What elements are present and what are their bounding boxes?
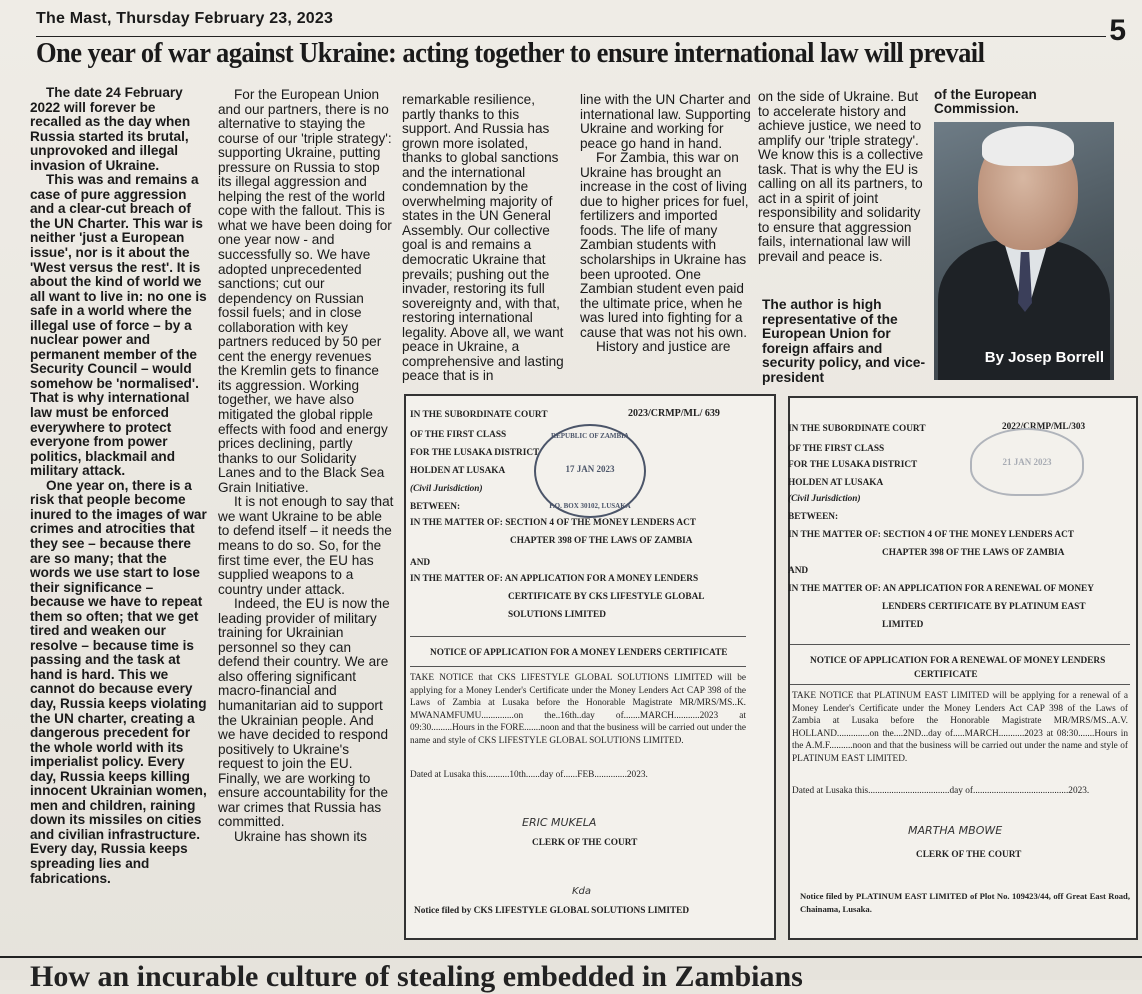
notice-ref: 2023/CRMP/ML/ 639 [628,408,720,419]
notice-body: TAKE NOTICE that CKS LIFESTYLE GLOBAL SOLUTIONS LIMITED will be applying for a Money Lender's Certificate under the Money Lenders Act CAP 398 of the Laws of Zambia at Lusaka before the Honorable Magistrate MR/MRS/MS..K. MWANAMFUMU..............on the..16th..day of.......MARCH...........2023 at 09:30.........Hours in the FORE.......noon and that the business will be carried out under the name and style of CKS LIFESTYLE GLOBAL SOLUTIONS LIMITED. [410,673,746,746]
paragraph: Ukraine has shown its [234,828,367,844]
divider [410,666,746,667]
notice-and: AND [788,566,809,576]
notice-body: TAKE NOTICE that PLATINUM EAST LIMITED will be applying for a renewal of a Money Lender's Certificate under the Money Lenders Act CAP 398 of the Laws of Zambia at Lusaka before the Honorable Magistrate MR/MRS/MS..A.V. HOLLAND..............on the....2ND...day of.....MARCH...........2023 at 08:30.......Hours in the A.M.F..........noon and that the business will be carried out under the name and style of PLATINUM EAST LIMITED. [792,691,1128,764]
next-headline: How an incurable culture of stealing embedded in Zambians [30,960,803,993]
notice-matter: IN THE MATTER OF: SECTION 4 OF THE MONEY LENDERS ACT [788,530,1075,540]
notice-matter: CHAPTER 398 OF THE LAWS OF ZAMBIA [882,548,1065,558]
stamp-date: 17 JAN 2023 [565,463,615,474]
photo-hair-shape [982,126,1074,166]
notice-between: BETWEEN: [410,502,461,512]
court-stamp [970,428,1084,496]
article-column-2 [218,88,394,844]
paragraph: For the European Union and our partners, there is no alternative to staying the course of our 'triple strategy': supporting Ukraine, putting pressure on Russia to stop its illegal aggression and helping the rest of the world cope with the fallout. This is what we have been doing for one year now - and successfully so. We have adopted unprecedented sanctions; cut our dependency on Russian fossil fuels; and in close collaboration with key partners reduced by 50 per cent the energy revenues the Kremlin gets to finance its aggression. Working together, we have also mitigated the global ripple effects with food and energy prices declining, partly thanks to our Solidarity Lanes and to the Black Sea Grain Initiative. [218,87,392,495]
author-bio: The author is high representative of the European Union for foreign affairs and security policy, and vice-president [762,297,926,385]
divider [410,636,746,637]
notice-matter: LENDERS CERTIFICATE BY PLATINUM EAST [882,602,1086,612]
notice-matter: IN THE MATTER OF: AN APPLICATION FOR A RENEWAL OF MONEY [788,584,1094,594]
notice-jurisdiction: (Civil Jurisdiction) [788,494,861,504]
notice-title: NOTICE OF APPLICATION FOR A RENEWAL OF MONEY LENDERS [810,656,1106,666]
stamp-bottom-text: P.O. BOX 30102, LUSAKA [549,502,631,510]
masthead: The Mast, Thursday February 23, 2023 [36,10,334,27]
article-column-4 [580,93,752,355]
clerk-signature: MARTHA MBOWE [908,824,1003,837]
notice-matter: SOLUTIONS LIMITED [508,610,606,620]
notice-holden: HOLDEN AT LUSAKA [788,478,884,488]
paragraph: One year on, there is a risk that people become inured to the images of war crimes and atrocities that they see – because there are so many; that the words we use start to lose their significance – because we have to repeat them so often; that we get tired and weaken our resolve – because time is passing and the task at hand is hard. This we cannot do because every day, Russia keeps violating the UN charter, creating a dangerous precedent for the whole world with its imperialist policy. Every day, Russia keeps killing innocent Ukrainian women, men and children, raining down its missiles on cities and civilian infrastructure. Every day, Russia keeps spreading lies and fabrications. [30,477,207,886]
notice-class: OF THE FIRST CLASS [410,430,507,440]
notice-filed: Notice filed by CKS LIFESTYLE GLOBAL SOLUTIONS LIMITED [414,906,690,916]
notice-matter: CERTIFICATE BY CKS LIFESTYLE GLOBAL [508,592,705,602]
notice-matter: IN THE MATTER OF: AN APPLICATION FOR A MONEY LENDERS [410,574,699,584]
legal-notice-platinum [788,396,1138,940]
notice-court: IN THE SUBORDINATE COURT [788,424,926,434]
notice-holden: HOLDEN AT LUSAKA [410,466,506,476]
paragraph: Indeed, the EU is now the leading provider of military training for Ukrainian personnel so they can defend their country. We are also offering significant macro-financial and humanitarian aid to support the Ukrainian people. And we have decided to respond positively to Ukraine's request to join the EU. Finally, we are working to ensure accountability for the war crimes that Russia has committed. [218,596,390,830]
article-column-1 [30,86,210,886]
legal-notice-cks [404,394,776,940]
author-bio-tail: of the European Commission. [934,87,1037,116]
photo-caption: By Josep Borrell [984,349,1104,366]
paragraph: History and justice are [596,339,731,355]
notice-title: CERTIFICATE [914,670,978,680]
headline: One year of war against Ukraine: acting together to ensure international law will prevail [36,38,985,69]
paragraph: This was and remains a case of pure aggression and a clear-cut breach of the UN Charter. This war is neither 'just a European issue', nor is it about the 'West versus the rest'. It is about the kind of world we all want to live in: no one is safe in a world where the illegal use of force – by a nuclear power and permanent member of the Security Council – would somehow be 'normalised'. That is why international law must be enforced everywhere to protect everyone from power politics, blackmail and military attack. [30,172,207,479]
notice-between: BETWEEN: [788,512,839,522]
notice-clerk: CLERK OF THE COURT [916,850,1022,860]
divider [790,644,1130,645]
paragraph: It is not enough to say that we want Ukraine to be able to defend itself – it needs the means to do so. So, for the first time ever, the EU has supplied weapons to a country under attack. [218,494,394,597]
paragraph: For Zambia, this war on Ukraine has brought an increase in the cost of living due to higher prices for fuel, fertilizers and imported foods. The life of many Zambian students with scholarships in Ukraine has been uprooted. One Zambian student even paid the ultimate price, when he was lured into fighting for a cause that was not his own. [580,150,749,340]
notice-jurisdiction: (Civil Jurisdiction) [410,484,483,494]
bottom-rule [0,956,1142,958]
notice-and: AND [410,558,431,568]
notice-dated: Dated at Lusaka this..........10th......day of......FEB..............2023. [410,770,648,780]
notice-class: OF THE FIRST CLASS [788,444,885,454]
notice-court: IN THE SUBORDINATE COURT [410,410,548,420]
notice-filed: Notice filed by PLATINUM EAST LIMITED of Plot No. 109423/44, off Great East Road, Chainama, Lusaka. [800,891,1130,914]
notice-dated: Dated at Lusaka this...................................day of.........................................2023. [792,786,1090,796]
paragraph: remarkable resilience, partly thanks to this support. And Russia has grown more isolated, thanks to global sanctions and the international condemnation by the overwhelming majority of states in the UN General Assembly. Our collective goal is and remains a democratic Ukraine that prevails; pushing out the invader, restoring its full sovereignty and, with that, restoring international legality. Above all, we want peace in Ukraine, a comprehensive and lasting peace that is in [402,92,564,384]
paragraph: line with the UN Charter and international law. Supporting Ukraine and working for peace go hand in hand. [580,92,751,151]
top-rule [36,36,1106,37]
clerk-signature: ERIC MUKELA [522,816,597,829]
divider [790,684,1130,685]
author-photo [934,122,1114,380]
page-number: 5 [1109,14,1126,47]
paragraph: The date 24 February 2022 will forever be recalled as the day when Russia started its brutal, unprovoked and illegal invasion of Ukraine. [30,85,191,173]
stamp-date: 21 JAN 2023 [1002,456,1052,467]
stamp-top-text: REPUBLIC OF ZAMBIA [551,432,629,440]
notice-district: FOR THE LUSAKA DISTRICT [410,448,540,458]
notice-matter: IN THE MATTER OF: SECTION 4 OF THE MONEY LENDERS ACT [410,518,697,528]
notice-clerk: CLERK OF THE COURT [532,838,638,848]
paragraph: on the side of Ukraine. But to accelerate history and achieve justice, we need to amplify our 'triple strategy'. We know this is a collective task. That is why the EU is calling on all its partners, to act in a spirit of joint responsibility and solidarity to ensure that aggression fails, international law will prevail and peace is. [758,89,924,265]
notice-title: NOTICE OF APPLICATION FOR A MONEY LENDERS CERTIFICATE [430,648,728,658]
notice-matter: LIMITED [882,620,924,630]
article-column-3 [402,93,570,384]
notice-ref: 2022/CRMP/ML/303 [1002,422,1086,432]
article-column-5 [758,90,928,265]
notice-matter: CHAPTER 398 OF THE LAWS OF ZAMBIA [510,536,693,546]
notice-district: FOR THE LUSAKA DISTRICT [788,460,918,470]
court-stamp [534,424,646,518]
filer-initials: Kda [572,886,592,897]
